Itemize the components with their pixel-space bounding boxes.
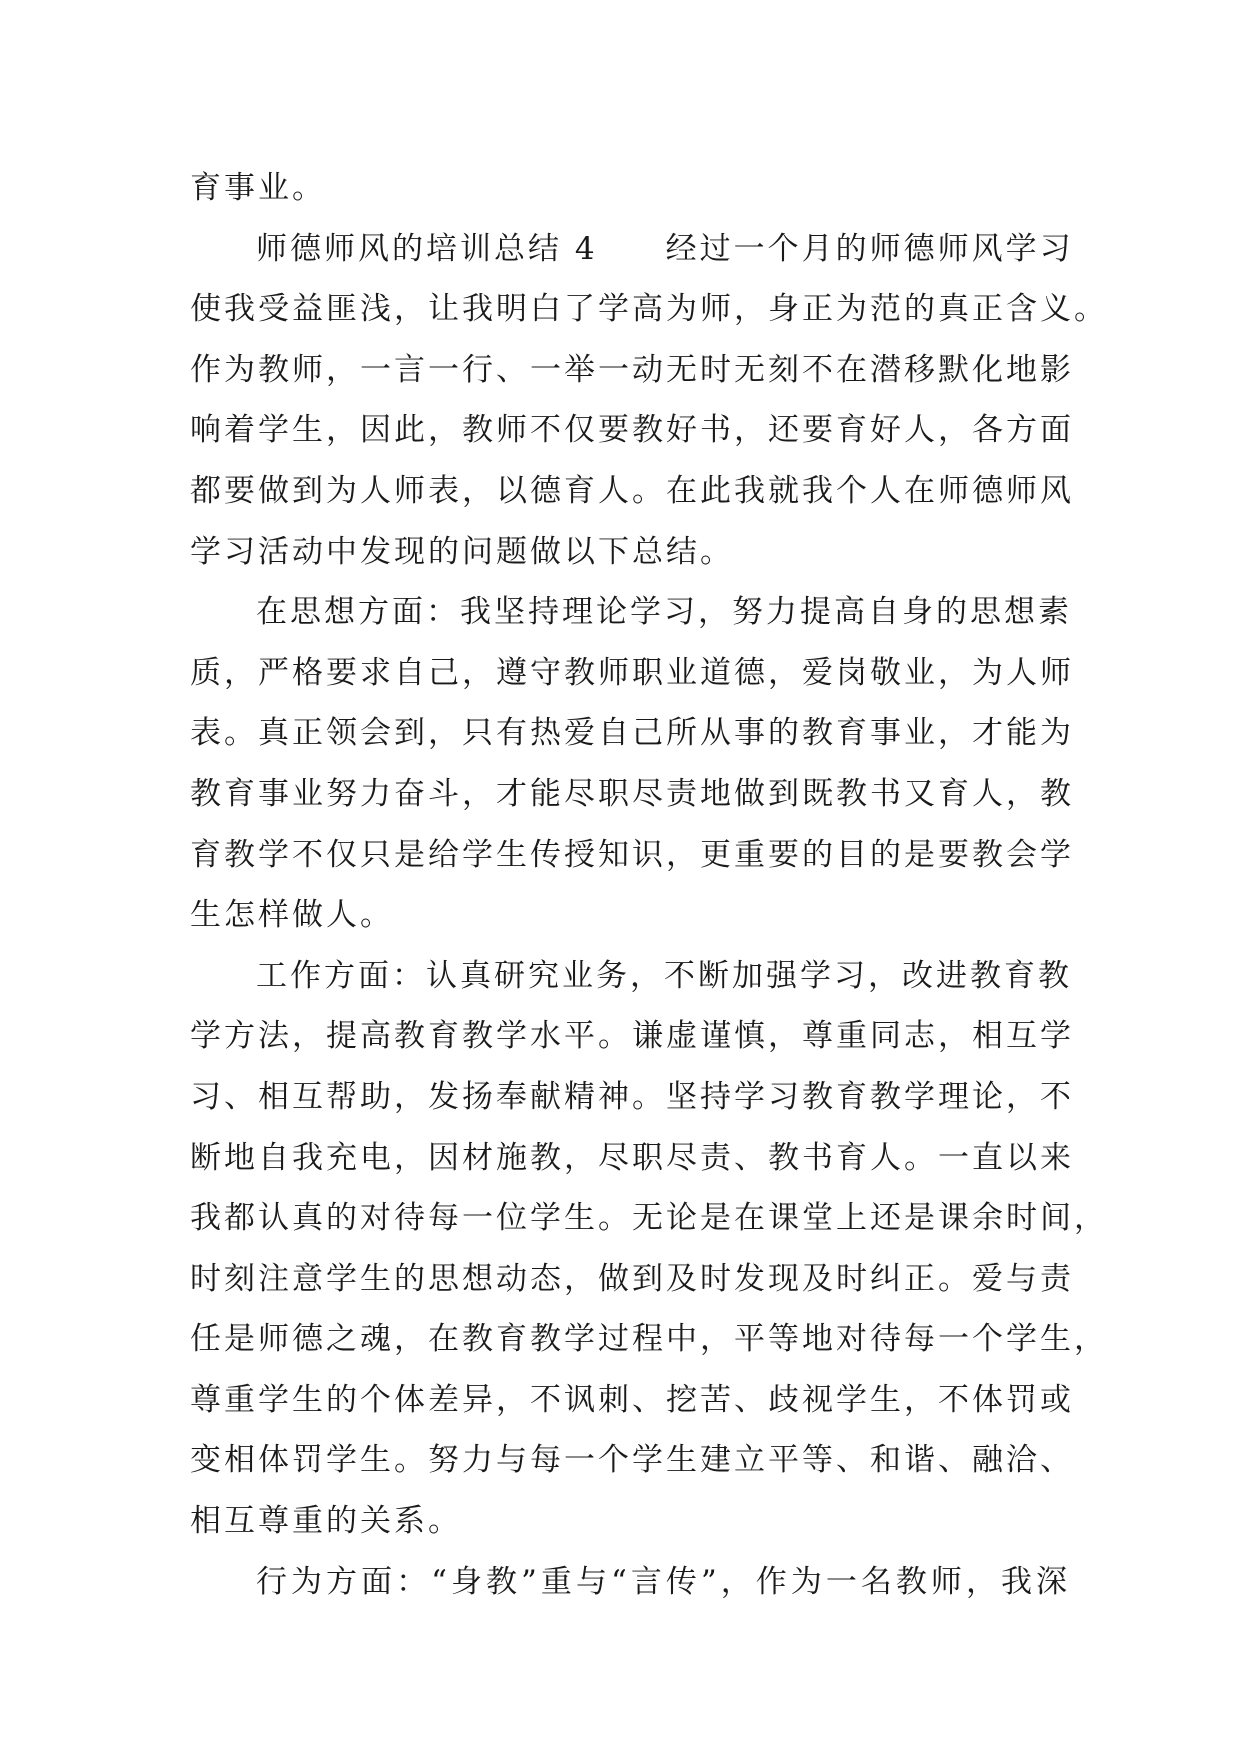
text-line: 学方法，提高教育教学水平。谦虚谨慎，尊重同志，相互学 xyxy=(190,1018,1074,1055)
text-line: 师德师风的培训总结 4 经过一个月的师德师风学习 xyxy=(256,230,1074,267)
body-text xyxy=(190,158,1108,1612)
text-line: 质，严格要求自己，遵守教师职业道德，爱岗敬业，为人师 xyxy=(190,654,1074,691)
text-line: 断地自我充电，因材施教，尽职尽责、教书育人。一直以来 xyxy=(190,1139,1074,1176)
text-line: 变相体罚学生。努力与每一个学生建立平等、和谐、融洽、 xyxy=(190,1442,1074,1479)
text-line: 工作方面：认真研究业务，不断加强学习，改进教育教 xyxy=(256,957,1072,994)
text-line: 教育事业努力奋斗，才能尽职尽责地做到既教书又育人，教 xyxy=(190,775,1074,812)
text-line: 相互尊重的关系。 xyxy=(190,1503,462,1540)
text-line: 育教学不仅只是给学生传授知识，更重要的目的是要教会学 xyxy=(190,836,1074,873)
text-line: 习、相互帮助，发扬奉献精神。坚持学习教育教学理论，不 xyxy=(190,1078,1074,1115)
text-line: 表。真正领会到，只有热爱自己所从事的教育事业，才能为 xyxy=(190,715,1074,752)
text-line: 任是师德之魂，在教育教学过程中，平等地对待每一个学生， xyxy=(190,1321,1108,1358)
text-line: 作为教师，一言一行、一举一动无时无刻不在潜移默化地影 xyxy=(190,351,1074,388)
text-line: 我都认真的对待每一位学生。无论是在课堂上还是课余时间， xyxy=(190,1200,1108,1237)
text-line: 行为方面：“身教”重与“言传”，作为一名教师，我深 xyxy=(256,1563,1070,1600)
text-line: 在思想方面：我坚持理论学习，努力提高自身的思想素 xyxy=(256,594,1072,631)
text-line: 响着学生，因此，教师不仅要教好书，还要育好人，各方面 xyxy=(190,412,1074,449)
text-line: 时刻注意学生的思想动态，做到及时发现及时纠正。爱与责 xyxy=(190,1260,1074,1297)
text-line: 学习活动中发现的问题做以下总结。 xyxy=(190,533,734,570)
text-line: 生怎样做人。 xyxy=(190,897,394,934)
text-line: 育事业。 xyxy=(190,170,326,206)
text-line: 都要做到为人师表，以德育人。在此我就我个人在师德师风 xyxy=(190,472,1074,509)
text-line: 使我受益匪浅，让我明白了学高为师，身正为范的真正含义。 xyxy=(190,291,1108,328)
text-line: 尊重学生的个体差异，不讽刺、挖苦、歧视学生，不体罚或 xyxy=(190,1381,1074,1418)
